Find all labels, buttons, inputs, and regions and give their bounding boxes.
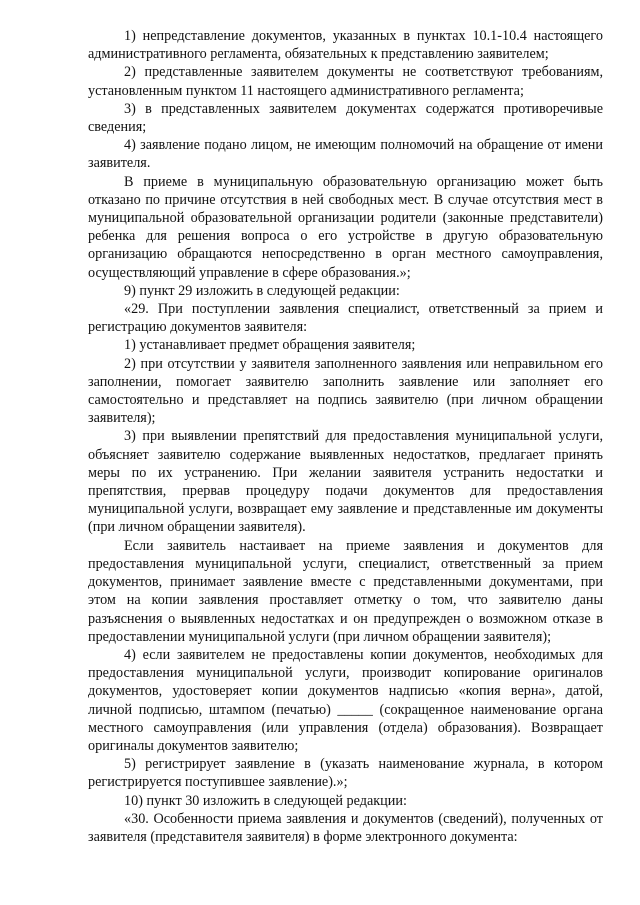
document-body — [88, 27, 603, 846]
paragraph-refusal-reason-4: 4) заявление подано лицом, не имеющим полномочий на обращение от имени заявителя. — [88, 137, 603, 172]
paragraph-no-free-places: В приеме в муниципальную образовательную организацию может быть отказано по причине отсутствия в ней свободных мест. В случае отсутствия мест в муниципальной образовательной организации родители (законные представители) ребенка для решения вопроса о его устройстве в другую образовательную организацию обращаются непосредственно в орган местного самоуправления, осуществляющий управление в сфере образования.»; — [88, 173, 603, 281]
paragraph-refusal-reason-1: 1) непредставление документов, указанных в пунктах 10.1-10.4 настоящего административного регламента, обязательных к представлению заявителем; — [88, 28, 603, 63]
paragraph-applicant-insists: Если заявитель настаивает на приеме заявления и документов для предоставления муниципальной услуги, специалист, ответственный за прием документов, принимает заявление вместе с представленными документами, при этом на копии заявления проставляет отметку о том, что заявителю даны разъяснения о выявленных недостатках и он предупрежден о возможном отказе в предоставлении муниципальной услуги (при личном обращении заявителя); — [88, 537, 603, 645]
paragraph-clause-30-intro: «30. Особенности приема заявления и документов (сведений), полученных от заявителя (представителя заявителя) в форме электронного документа: — [88, 810, 603, 845]
paragraph-clause-29-step-4: 4) если заявителем не предоставлены копии документов, необходимых для предоставления муниципальной услуги, производит копирование оригиналов документов, удостоверяет копии документов надписью «копия верна», датой, личной подписью, штампом (печатью) _____ (сокращенное наименование органа местного самоуправления (или управления (отдела) образования). Возвращает оригиналы документов заявителю; — [88, 646, 603, 754]
paragraph-clause-29-step-5: 5) регистрирует заявление в (указать наименование журнала, в котором регистрируется поступившее заявление).»; — [88, 756, 603, 791]
paragraph-clause-29-step-1: 1) устанавливает предмет обращения заявителя; — [124, 337, 416, 354]
paragraph-refusal-reason-2: 2) представленные заявителем документы не соответствуют требованиям, установленным пунктом 11 настоящего административного регламента; — [88, 64, 603, 99]
paragraph-item-9-heading: 9) пункт 29 изложить в следующей редакции: — [124, 282, 400, 299]
paragraph-clause-29-step-3: 3) при выявлении препятствий для предоставления муниципальной услуги, объясняет заявителю содержание выявленных недостатков, предлагает принять меры по их устранению. При желании заявителя устранить недостатки и препятствия, прервав процедуру подачи документов для предоставления муниципальной услуги, возвращает ему заявление и представленные им документы (при личном обращении заявителя). — [88, 428, 603, 536]
paragraph-clause-29-intro: «29. При поступлении заявления специалист, ответственный за прием и регистрацию документов заявителя: — [88, 301, 603, 336]
paragraph-item-10-heading: 10) пункт 30 изложить в следующей редакции: — [124, 792, 407, 809]
paragraph-refusal-reason-3: 3) в представленных заявителем документах содержатся противоречивые сведения; — [88, 100, 603, 136]
paragraph-clause-29-step-2: 2) при отсутствии у заявителя заполненного заявления или неправильном его заполнении, помогает заявителю заполнить заявление или заполняет его самостоятельно и представляет на подпись заявителю (при личном обращении заявителя); — [88, 355, 603, 427]
